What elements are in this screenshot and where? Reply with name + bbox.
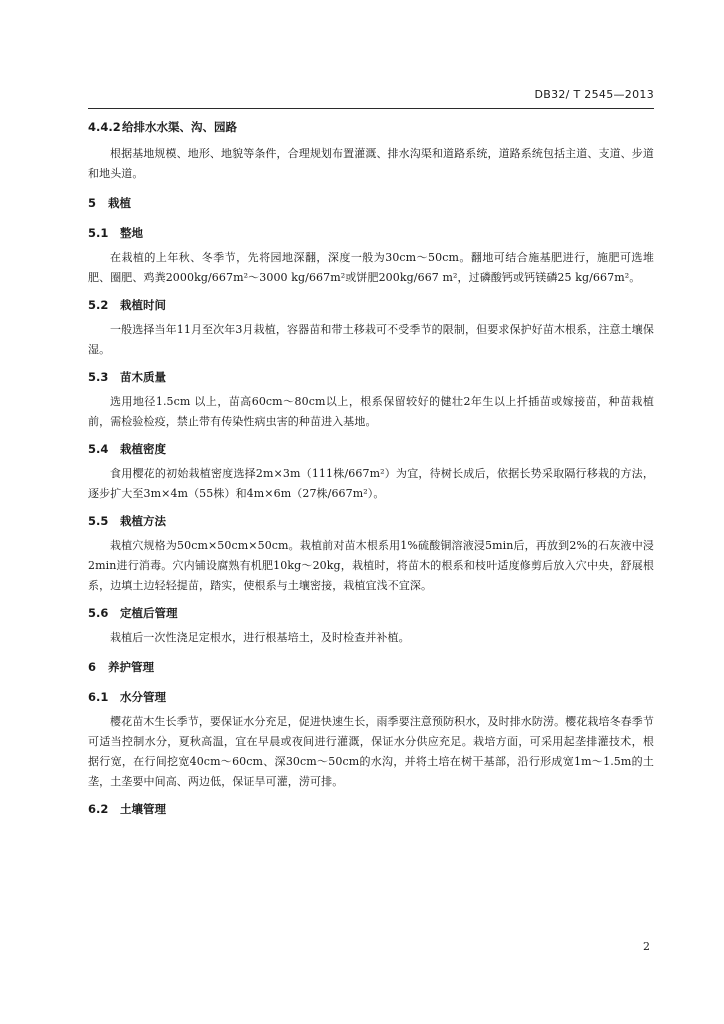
header-rule xyxy=(88,108,654,109)
body-paragraph: 食用樱花的初始栽植密度选择2m×3m（111株/667m²）为宜，待树长成后，依据长势采取隔行移栽的方法，逐步扩大至3m×4m（55株）和4m×6m（27株/667m²）。 xyxy=(88,467,654,500)
section-number: 6.1 xyxy=(88,690,109,704)
section-title: 养护管理 xyxy=(108,660,154,674)
section-number: 5.6 xyxy=(88,606,109,620)
section-heading xyxy=(88,688,654,706)
section-number: 5.2 xyxy=(88,298,109,312)
section-heading xyxy=(88,194,654,212)
body-paragraph: 栽植穴规格为50cm×50cm×50cm。栽植前对苗木根系用1%硫酸铜溶液浸5min后，再放到2%的石灰液中浸2min进行消毒。穴内铺设腐熟有机肥10kg～20kg，栽植时，将苗木的根系和枝叶适度修剪后放入穴中央，舒展根系，边填土边轻轻提苗，踏实，使根系与土壤密接，栽植宜浅不宜深。 xyxy=(88,539,654,592)
body-paragraph: 根据基地规模、地形、地貌等条件，合理规划布置灌溉、排水沟渠和道路系统，道路系统包括主道、支道、步道和地头道。 xyxy=(88,147,654,180)
section-title: 苗木质量 xyxy=(120,370,166,384)
body-paragraph: 栽植后一次性浇足定根水，进行根基培土，及时检查并补植。 xyxy=(110,631,410,644)
section-heading xyxy=(88,800,654,818)
section-title: 整地 xyxy=(120,226,143,240)
body-paragraph: 一般选择当年11月至次年3月栽植，容器苗和带土移栽可不受季节的限制，但要求保护好苗木根系，注意土壤保湿。 xyxy=(88,323,654,356)
section-title: 给排水水渠、沟、园路 xyxy=(122,120,237,134)
section-number: 6.2 xyxy=(88,802,109,816)
section-title: 栽植 xyxy=(108,196,131,210)
section-number: 5 xyxy=(88,196,97,210)
section-heading xyxy=(88,368,654,386)
page-number: 2 xyxy=(643,940,650,953)
section-heading xyxy=(88,224,654,242)
body-paragraph: 在栽植的上年秋、冬季节，先将园地深翻，深度一般为30cm～50cm。翻地可结合施基肥进行，施肥可选堆肥、圈肥、鸡粪2000kg/667m²～3000 kg/667m²或饼肥200kg/667 m²，过磷酸钙或钙镁磷25 kg/667m²。 xyxy=(88,251,654,284)
section-number: 5.3 xyxy=(88,370,109,384)
section-title: 栽植方法 xyxy=(120,514,166,528)
body-paragraph: 樱花苗木生长季节，要保证水分充足，促进快速生长，雨季要注意预防积水，及时排水防涝。樱花栽培冬春季节可适当控制水分，夏秋高温，宜在早晨或夜间进行灌溉，保证水分供应充足。栽培方面，可采用起垄排灌技术，根据行宽，在行间挖宽40cm～60cm、深30cm～50cm的水沟，并将土培在树干基部，沿行形成宽1m～1.5m的土垄，土垄要中间高、两边低，保证旱可灌，涝可排。 xyxy=(88,715,654,788)
section-title: 土壤管理 xyxy=(120,802,166,816)
section-heading xyxy=(88,118,654,136)
section-heading xyxy=(88,658,654,676)
standard-code: DB32/ T 2545—2013 xyxy=(534,88,654,101)
section-number: 6 xyxy=(88,660,97,674)
section-title: 定植后管理 xyxy=(120,606,178,620)
section-title: 水分管理 xyxy=(120,690,166,704)
section-title: 栽植密度 xyxy=(120,442,166,456)
section-heading xyxy=(88,296,654,314)
section-number: 5.1 xyxy=(88,226,109,240)
section-heading xyxy=(88,440,654,458)
section-heading xyxy=(88,604,654,622)
section-number: 5.4 xyxy=(88,442,109,456)
body-paragraph: 选用地径1.5cm 以上，苗高60cm～80cm以上，根系保留较好的健壮2年生以上扦插苗或嫁接苗，种苗栽植前，需检验检疫，禁止带有传染性病虫害的种苗进入基地。 xyxy=(88,395,654,428)
section-number: 5.5 xyxy=(88,514,109,528)
section-number: 4.4.2 xyxy=(88,120,121,134)
section-heading xyxy=(88,512,654,530)
section-title: 栽植时间 xyxy=(120,298,166,312)
document-body xyxy=(88,118,654,824)
